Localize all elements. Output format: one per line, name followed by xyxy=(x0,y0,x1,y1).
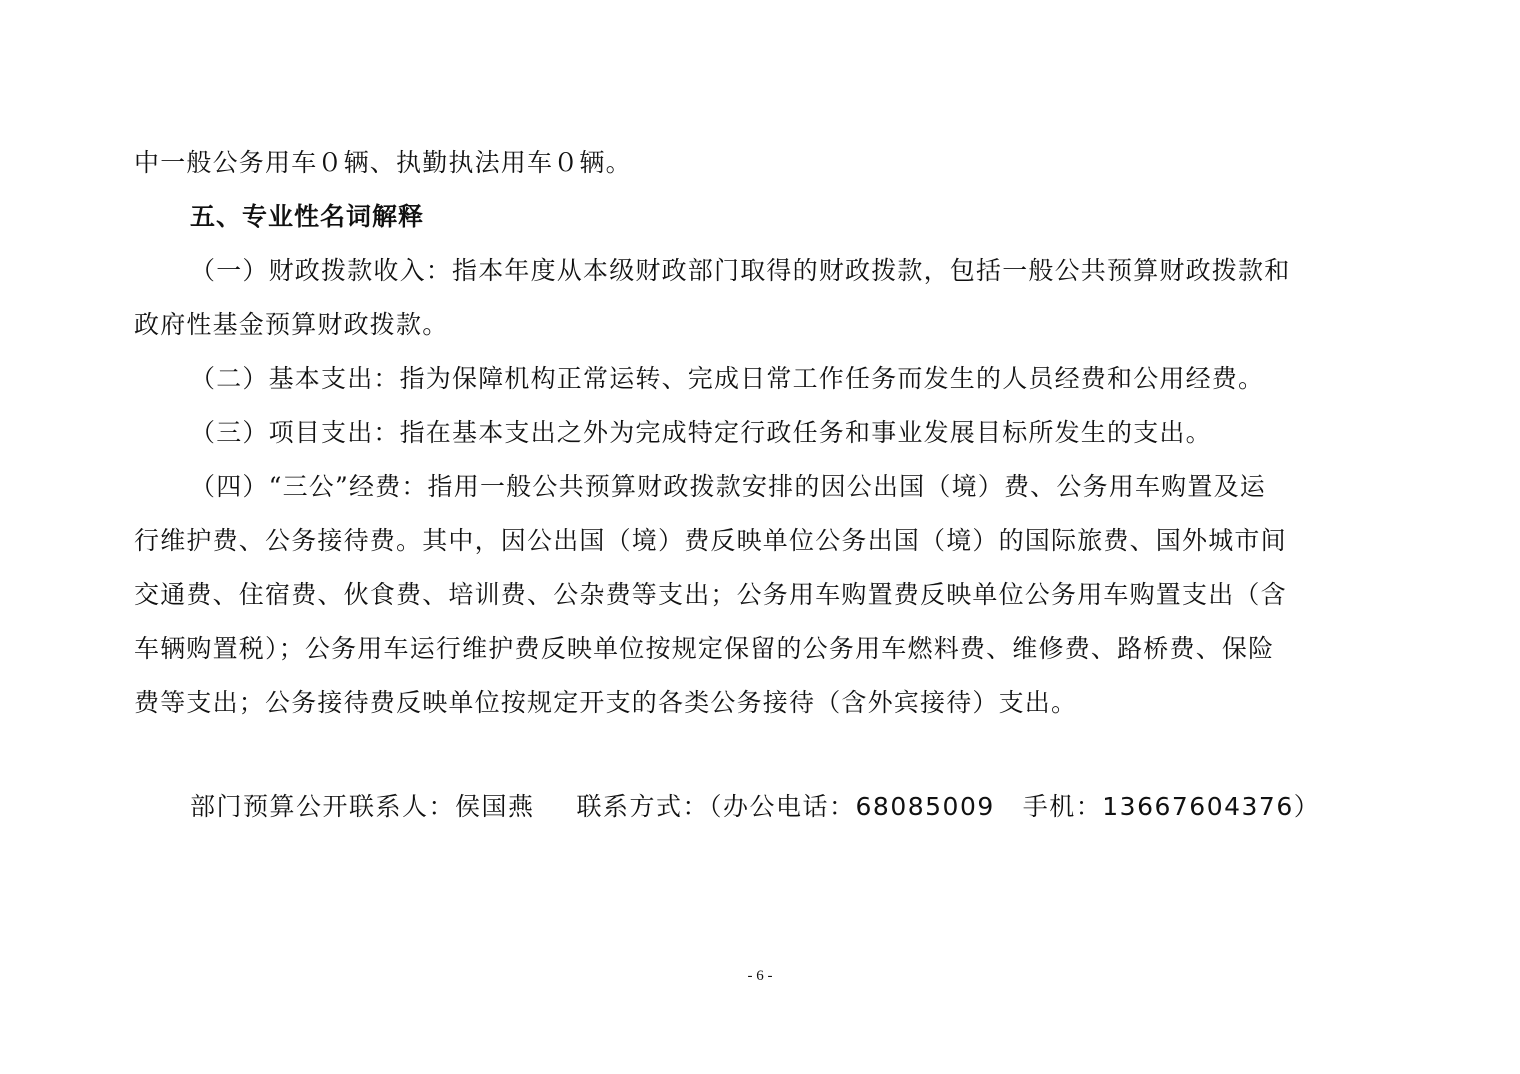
paragraph-line: 行维护费、公务接待费。其中，因公出国（境）费反映单位公务出国（境）的国际旅费、国外城市间 xyxy=(134,526,1287,555)
contact-office-phone: 联系方式：（办公电话：68085009 xyxy=(576,792,995,821)
paragraph-line: （四）“三公”经费：指用一般公共预算财政拨款安排的因公出国（境）费、公务用车购置及运 xyxy=(190,472,1266,501)
paragraph-line: 车辆购置税）；公务用车运行维护费反映单位按规定保留的公务用车燃料费、维修费、路桥费、保险 xyxy=(134,634,1275,663)
contact-person: 部门预算公开联系人：侯国燕 xyxy=(190,792,535,821)
page-number: - 6 - xyxy=(747,968,773,984)
paragraph-line: （二）基本支出：指为保障机构正常运转、完成日常工作任务而发生的人员经费和公用经费。 xyxy=(190,364,1265,393)
paragraph-line: 费等支出；公务接待费反映单位按规定开支的各类公务接待（含外宾接待）支出。 xyxy=(134,688,1078,717)
paragraph-line: 政府性基金预算财政拨款。 xyxy=(134,310,449,339)
paragraph-line: 中一般公务用车０辆、执勤执法用车０辆。 xyxy=(134,148,632,177)
contact-mobile: 手机：13667604376） xyxy=(1022,792,1321,821)
section-heading: 五、专业性名词解释 xyxy=(190,202,425,231)
paragraph-line: （一）财政拨款收入：指本年度从本级财政部门取得的财政拨款，包括一般公共预算财政拨款和 xyxy=(190,256,1291,285)
contact-line xyxy=(190,789,1320,825)
paragraph-line: 交通费、住宿费、伙食费、培训费、公杂费等支出；公务用车购置费反映单位公务用车购置支出（含 xyxy=(134,580,1287,609)
paragraph-line: （三）项目支出：指在基本支出之外为完成特定行政任务和事业发展目标所发生的支出。 xyxy=(190,418,1212,447)
